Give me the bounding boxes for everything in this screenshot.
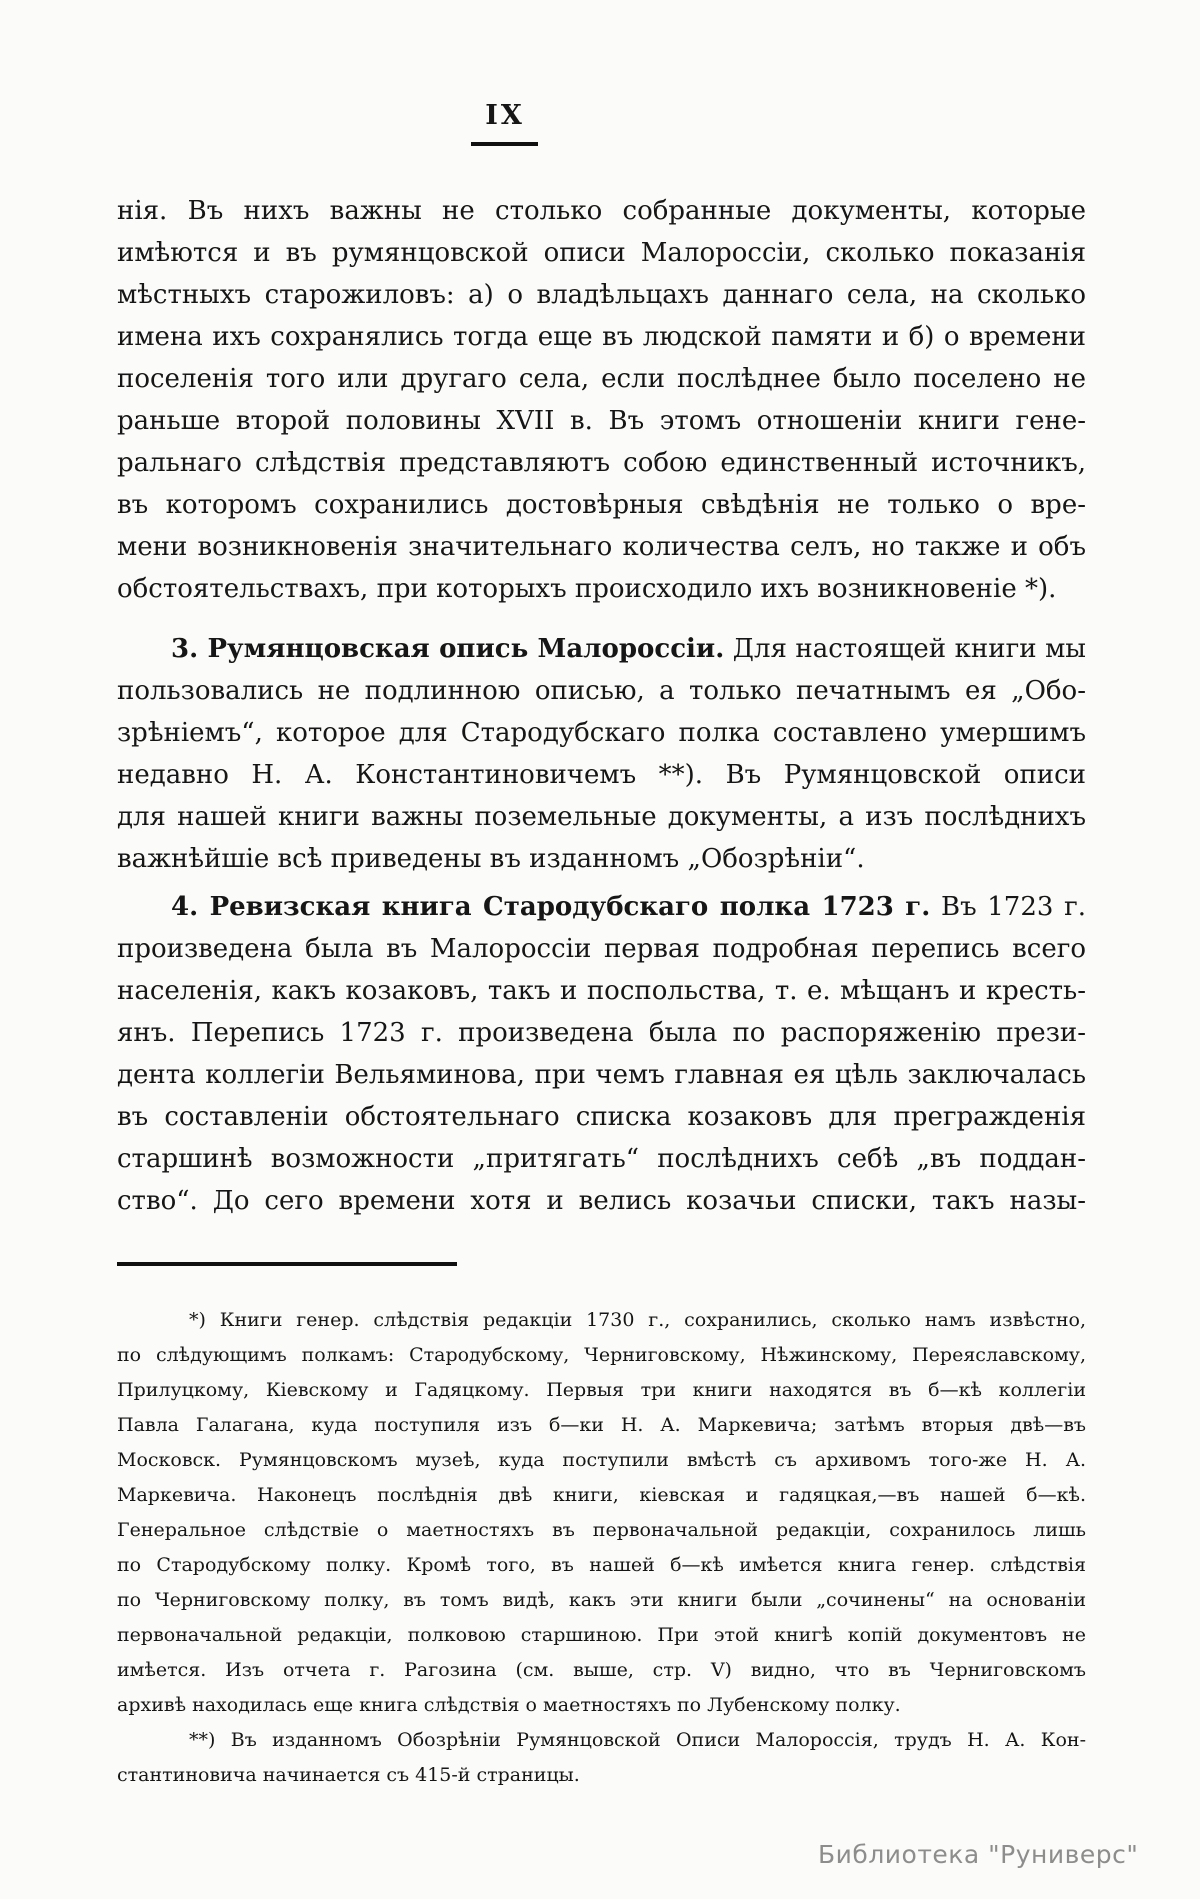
footnote-line: по слѣдующимъ полкамъ: Стародубскому, Черниговскому, Нѣжинскому, Переяславскому, (117, 1344, 1086, 1366)
footnote-line: Павла Галагана, куда поступиля изъ б—ки Н. А. Маркевича; затѣмъ вторыя двѣ—въ (117, 1414, 1086, 1436)
text-line (117, 886, 1086, 928)
text-line: старшинѣ возможности „притягать“ послѣднихъ себѣ „въ поддан- (117, 1144, 1086, 1174)
footnote-line: архивѣ находилась еще книга слѣдствія о маетностяхъ по Лубенскому полку. (117, 1694, 901, 1716)
section-heading: 3. Румянцовская опись Малороссіи. (171, 634, 725, 664)
text-line: поселенія того или другаго села, если послѣднее было поселено не (117, 364, 1086, 394)
text-line: раньше второй половины XVII в. Въ этомъ отношеніи книги гене- (117, 406, 1086, 436)
text-line: обстоятельствахъ, при которыхъ происходило ихъ возникновеніе *). (117, 574, 1057, 604)
text-line: населенія, какъ козаковъ, такъ и поспольства, т. е. мѣщанъ и кресть- (117, 976, 1086, 1006)
text-span: Въ 1723 г. (930, 892, 1086, 922)
footnote-separator (117, 1262, 457, 1266)
page-number: IX (485, 100, 525, 131)
text-line: имѣются и въ румянцовской описи Малороссіи, сколько показанія (117, 238, 1086, 268)
text-line: ральнаго слѣдствія представляютъ собою единственный источникъ, (117, 448, 1086, 478)
text-line: въ которомъ сохранились достовѣрныя свѣдѣнія не только о вре- (117, 490, 1086, 520)
footnote-line: Прилуцкому, Кіевскому и Гадяцкому. Первыя три книги находятся въ б—кѣ коллегіи (117, 1379, 1086, 1401)
text-span: Для настоящей книги мы (724, 634, 1086, 664)
text-line: ство“. До сего времени хотя и велись козачьи списки, такъ назы- (117, 1186, 1086, 1216)
text-line: важнѣйшіе всѣ приведены въ изданномъ „Обозрѣніи“. (117, 844, 865, 874)
text-line: мѣстныхъ старожиловъ: а) о владѣльцахъ даннаго села, на сколько (117, 280, 1086, 310)
text-line: янъ. Перепись 1723 г. произведена была по распоряженію прези- (117, 1018, 1086, 1048)
footnote-line: первоначальной редакціи, полковою старшиною. При этой книгѣ копій документовъ не (117, 1624, 1086, 1646)
footnote-line: по Стародубскому полку. Кромѣ того, въ нашей б—кѣ имѣется книга генер. слѣдствія (117, 1554, 1086, 1576)
text-line: произведена была въ Малороссіи первая подробная перепись всего (117, 934, 1086, 964)
paragraph-continuation (117, 190, 1086, 610)
text-line: имена ихъ сохранялись тогда еще въ людской памяти и б) о времени (117, 322, 1086, 352)
page-number-underline (471, 142, 538, 146)
text-line: пользовались не подлинною описью, а только печатнымъ ея „Обо- (117, 676, 1086, 706)
footnote-line: Московск. Румянцовскомъ музеѣ, куда поступили вмѣстѣ съ архивомъ того-же Н. А. (117, 1449, 1086, 1471)
footnote-line: имѣется. Изъ отчета г. Рагозина (см. выше, стр. V) видно, что въ Черниговскомъ (117, 1659, 1086, 1681)
text-line: мени возникновенія значительнаго количества селъ, но также и объ (117, 532, 1086, 562)
footnotes (117, 1303, 1086, 1793)
text-line: дента коллегіи Вельяминова, при чемъ главная ея цѣль заключалась (117, 1060, 1086, 1090)
paragraph-item-3 (117, 628, 1086, 880)
footnote-line: Генеральное слѣдствіе о маетностяхъ въ первоначальной редакціи, сохранилось лишь (117, 1519, 1086, 1541)
footnote-line: по Черниговскому полку, въ томъ видѣ, какъ эти книги были „сочинены“ на основаніи (117, 1589, 1086, 1611)
main-text (117, 190, 1086, 1222)
footnote-1 (117, 1303, 1086, 1723)
footnote-line: стантиновича начинается съ 415-й страницы. (117, 1764, 580, 1786)
text-line: недавно Н. А. Константиновичемъ **). Въ Румянцовской описи (117, 760, 1086, 790)
footnote-line: Маркевича. Наконецъ послѣднія двѣ книги, кіевская и гадяцкая,—въ нашей б—кѣ. (117, 1484, 1086, 1506)
footnote-line: **) Въ изданномъ Обозрѣніи Румянцовской Описи Малороссія, трудъ Н. А. Кон- (189, 1729, 1086, 1751)
text-line: нія. Въ нихъ важны не столько собранные документы, которые (117, 196, 1086, 226)
text-line: для нашей книги важны поземельные документы, а изъ послѣднихъ (117, 802, 1086, 832)
footnote-2 (117, 1723, 1086, 1793)
text-line (117, 628, 1086, 670)
text-line: въ составленіи обстоятельнаго списка козаковъ для прегражденія (117, 1102, 1086, 1132)
section-heading: 4. Ревизская книга Стародубскаго полка 1723 г. (171, 892, 931, 922)
footnote-line: *) Книги генер. слѣдствія редакціи 1730 г., сохранились, сколько намъ извѣстно, (189, 1309, 1086, 1331)
text-line: зрѣніемъ“, которое для Стародубскаго полка составлено умершимъ (117, 718, 1086, 748)
library-watermark: Библиотека "Руниверс" (818, 1840, 1139, 1869)
paragraph-item-4 (117, 886, 1086, 1222)
